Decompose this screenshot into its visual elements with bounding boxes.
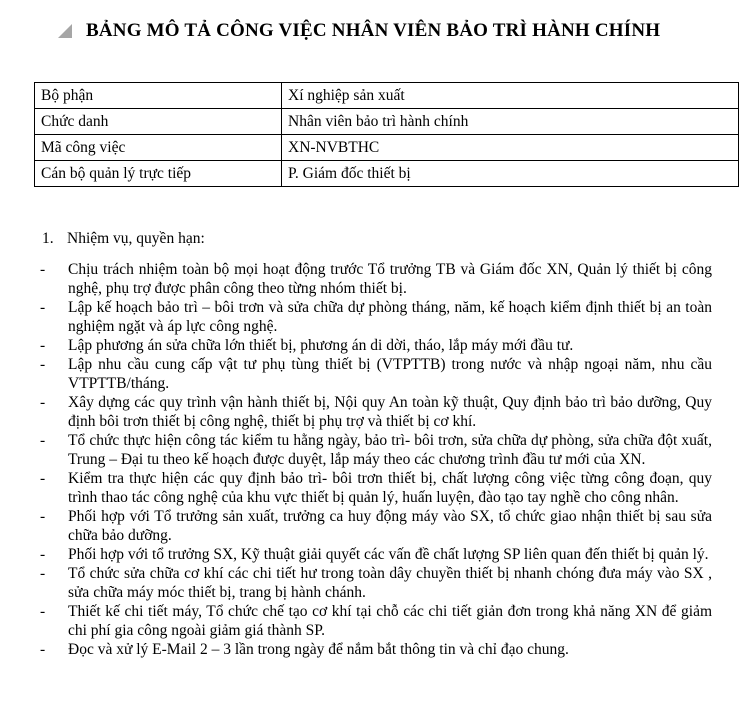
list-item xyxy=(0,545,742,564)
bullet-dash: - xyxy=(40,641,46,658)
list-item xyxy=(0,431,742,469)
bullet-dash: - xyxy=(40,356,46,373)
duty-text: Xây dựng các quy trình vận hành thiết bị, Nội quy An toàn kỹ thuật, Quy định bảo trì bảo dưỡng, Quy định bôi trơn thiết bị công nghệ, thiết bị phụ trợ và thiết bị cơ khí. xyxy=(68,394,712,430)
list-item xyxy=(0,260,742,298)
info-label: Cán bộ quản lý trực tiếp xyxy=(35,161,282,187)
list-item xyxy=(0,469,742,507)
duty-text: Tổ chức sửa chữa cơ khí các chi tiết hư trong toàn dây chuyền thiết bị nhanh chóng đưa máy vào SX , sửa chữa máy móc thiết bị, trang bị hành chánh. xyxy=(68,565,712,601)
info-label: Chức danh xyxy=(35,109,282,135)
bullet-dash: - xyxy=(40,546,46,563)
list-item xyxy=(0,336,742,355)
duty-text: Kiểm tra thực hiện các quy định bảo trì- bôi trơn thiết bị, chất lượng công việc từng công đoạn, quy trình thao tác công nghệ của khu vực thiết bị quản lý, huấn luyện, đào tạo tay nghề cho công nhân. xyxy=(68,470,712,506)
document-title: BẢNG MÔ TẢ CÔNG VIỆC NHÂN VIÊN BẢO TRÌ HÀNH CHÍNH xyxy=(86,20,661,41)
bullet-dash: - xyxy=(40,394,46,411)
list-item xyxy=(0,640,742,659)
duty-text: Tổ chức thực hiện công tác kiểm tu hằng ngày, bảo trì- bôi trơn, sửa chữa dự phòng, sửa chữa đột xuất, Trung – Đại tu theo kế hoạch được duyệt, lắp máy theo các chương trình đầu tư mới của XN. xyxy=(68,432,712,468)
bullet-dash: - xyxy=(40,299,46,316)
info-value: P. Giám đốc thiết bị xyxy=(282,161,739,187)
bullet-dash: - xyxy=(40,508,46,525)
list-item xyxy=(0,298,742,336)
bullet-dash: - xyxy=(40,603,46,620)
triangle-marker-icon xyxy=(58,24,72,38)
bullet-dash: - xyxy=(40,565,46,582)
list-item xyxy=(0,393,742,431)
duty-text: Phối hợp với Tổ trưởng sản xuất, trưởng ca huy động máy vào SX, tổ chức giao nhận thiết bị sau sửa chữa bảo dưỡng. xyxy=(68,508,712,544)
info-value: Xí nghiệp sản xuất xyxy=(282,83,739,109)
bullet-dash: - xyxy=(40,261,46,278)
duty-text: Lập kế hoạch bảo trì – bôi trơn và sửa chữa dự phòng tháng, năm, kế hoạch kiểm định thiết bị an toàn nghiệm ngặt và áp lực công nghệ. xyxy=(68,299,712,335)
duty-text: Thiết kế chi tiết máy, Tổ chức chế tạo cơ khí tại chỗ các chi tiết giản đơn trong khả năng XN để giảm chi phí gia công ngoài giảm giá thành SP. xyxy=(68,603,712,639)
table-row xyxy=(35,135,739,161)
section-number: 1. xyxy=(42,230,54,247)
bullet-dash: - xyxy=(40,432,46,449)
list-item xyxy=(0,602,742,640)
info-label: Bộ phận xyxy=(35,83,282,109)
duties-list xyxy=(0,260,742,659)
duty-text: Phối hợp với tổ trưởng SX, Kỹ thuật giải quyết các vấn đề chất lượng SP liên quan đến thiết bị quản lý. xyxy=(68,546,709,563)
bullet-dash: - xyxy=(40,470,46,487)
bullet-dash: - xyxy=(40,337,46,354)
info-value: XN-NVBTHC xyxy=(282,135,739,161)
table-row xyxy=(35,83,739,109)
duty-text: Lập nhu cầu cung cấp vật tư phụ tùng thiết bị (VTPTTB) trong nước và nhập ngoại năm, nhu cầu VTPTTB/tháng. xyxy=(68,356,712,392)
duty-text: Chịu trách nhiệm toàn bộ mọi hoạt động trước Tổ trưởng TB và Giám đốc XN, Quản lý thiết bị công nghệ, phụ trợ được phân công theo từng nhóm thiết bị. xyxy=(68,261,712,297)
section-title: Nhiệm vụ, quyền hạn: xyxy=(67,230,205,247)
title-bar xyxy=(0,18,742,48)
list-item xyxy=(0,355,742,393)
duty-text: Đọc và xử lý E-Mail 2 – 3 lần trong ngày để nắm bắt thông tin và chỉ đạo chung. xyxy=(68,641,569,658)
duty-text: Lập phương án sửa chữa lớn thiết bị, phương án di dời, tháo, lắp máy mới đầu tư. xyxy=(68,337,574,354)
table-row xyxy=(35,109,739,135)
list-item xyxy=(0,564,742,602)
section-heading xyxy=(42,230,205,248)
job-info-table xyxy=(34,82,739,187)
list-item xyxy=(0,507,742,545)
info-value: Nhân viên bảo trì hành chính xyxy=(282,109,739,135)
info-label: Mã công việc xyxy=(35,135,282,161)
table-row xyxy=(35,161,739,187)
